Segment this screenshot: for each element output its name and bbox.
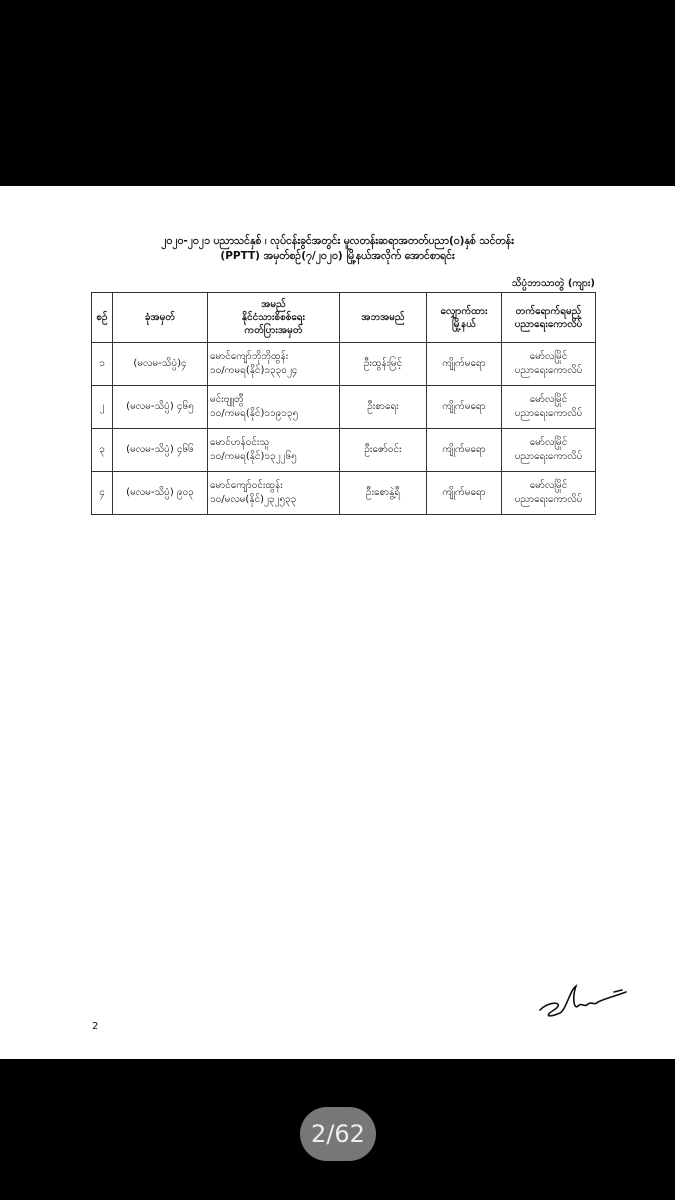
cell-name: [208, 429, 340, 472]
cell-college-text: မော်လမြိုင် ပညာရေးကောလိပ်: [514, 437, 583, 462]
cell-name-text: ၁၀/ကမရ(နိုင်)၁၃၃၀၂၄: [210, 365, 298, 376]
cell-college-text: မော်လမြိုင် ပညာရေးကောလိပ်: [514, 480, 583, 505]
cell-no-text: ၂: [99, 401, 105, 412]
cell-father-text: ဦးဇော်ဝင်း: [364, 444, 402, 455]
cell-roll-text: (မလမ-သိပ္ပံ) ၄၆၅: [126, 401, 194, 412]
header-name: အမည် နိုင်ငံသားစိစစ်ရေး ကတ်ပြားအမှတ်: [208, 293, 340, 343]
header-township: လျှောက်ထား မြို့နယ်: [427, 293, 502, 343]
cell-roll: [113, 472, 208, 515]
document-page: [0, 186, 675, 1059]
table-row: [92, 343, 596, 386]
cell-township-text: ကျိုက်မရော: [442, 401, 486, 412]
cell-no-text: ၃: [99, 444, 105, 455]
cell-roll-text: (မလမ-သိပ္ပံ) ၉၀၃: [126, 487, 194, 498]
cell-name-text: ၁၀/ကမရ(နိုင်)၁၃၂၂၆၅: [210, 451, 297, 462]
cell-college: [502, 343, 596, 386]
header-no: စဉ်: [92, 293, 113, 343]
cell-no: [92, 386, 113, 429]
cell-college: [502, 429, 596, 472]
cell-no: [92, 429, 113, 472]
cell-college: [502, 472, 596, 515]
cell-roll-text: (မလမ-သိပ္ပံ) ၄၆၆: [126, 444, 194, 455]
cell-township-text: ကျိုက်မရော: [442, 444, 486, 455]
cell-no: [92, 343, 113, 386]
cell-college-text: မော်လမြိုင် ပညာရေးကောလိပ်: [514, 394, 583, 419]
township-label: သိပ္ပံဘာသာတွဲ (ကျား): [511, 278, 595, 289]
cell-township: [427, 472, 502, 515]
page-indicator[interactable]: 2/62: [300, 1107, 376, 1161]
document-title: [0, 234, 675, 264]
cell-father: [340, 429, 427, 472]
cell-father: [340, 386, 427, 429]
cell-name-text: မင်းဗျူတွီ: [210, 394, 244, 405]
cell-township-text: ကျိုက်မရော: [442, 487, 486, 498]
table-row: [92, 472, 596, 515]
cell-no-text: ၄: [99, 487, 105, 498]
cell-roll-text: (မလမ-သိပ္ပံ)၄: [133, 358, 187, 369]
cell-no: [92, 472, 113, 515]
cell-roll: [113, 343, 208, 386]
cell-roll: [113, 386, 208, 429]
cell-township: [427, 386, 502, 429]
title-line-1: ၂၀၂၀-၂၀၂၁ ပညာသင်နှစ် ၊ လုပ်ငန်းခွင်အတွင်း မူလတန်းဆရာအတတ်ပညာ(၀)နှစ် သင်တန်း: [161, 235, 514, 247]
cell-name-text: မောင်ကျော်ဝင်းထွန်း: [210, 480, 283, 491]
cell-roll: [113, 429, 208, 472]
cell-father-text: ဦးစာရေး: [367, 401, 399, 412]
cell-township: [427, 429, 502, 472]
table-row: [92, 429, 596, 472]
cell-father-text: ဦးထွန်းမြင့်: [363, 358, 403, 369]
title-line-2: (PPTT) အမှတ်စဉ်(၇/၂၀၂၀) မြို့နယ်အလိုက် အောင်စာရင်း: [220, 250, 455, 262]
table-row: [92, 386, 596, 429]
cell-name-text: မောင်ဟန်ဝင်းသူ: [210, 437, 270, 448]
table-header-row: [92, 293, 596, 343]
cell-name-text: မောင်ကျော်ဘိုဘိုထွန်း: [210, 351, 289, 362]
header-roll: ခုံအမှတ်: [113, 293, 208, 343]
cell-name: [208, 386, 340, 429]
signature-image: [536, 980, 631, 1022]
cell-name-text: ၁၀/မလမ(နိုင်)၂၃၂၅၃၃: [210, 494, 297, 505]
cell-no-text: ၁: [99, 358, 105, 369]
header-father: အဘအမည်: [340, 293, 427, 343]
cell-name: [208, 343, 340, 386]
cell-father: [340, 472, 427, 515]
results-table: [91, 292, 596, 515]
cell-father: [340, 343, 427, 386]
page-number: 2: [92, 1021, 99, 1032]
cell-township: [427, 343, 502, 386]
cell-township-text: ကျိုက်မရော: [442, 358, 486, 369]
cell-father-text: ဦးစောနွဲ့ရီ: [365, 487, 401, 498]
cell-college-text: မော်လမြိုင် ပညာရေးကောလိပ်: [514, 351, 583, 376]
cell-name: [208, 472, 340, 515]
header-college: တက်ရောက်ရမည့် ပညာရေးကောလိပ်: [502, 293, 596, 343]
cell-college: [502, 386, 596, 429]
cell-name-text: ၁၀/ကမရ(နိုင်)၁၁၉၁၃၅: [210, 408, 299, 419]
